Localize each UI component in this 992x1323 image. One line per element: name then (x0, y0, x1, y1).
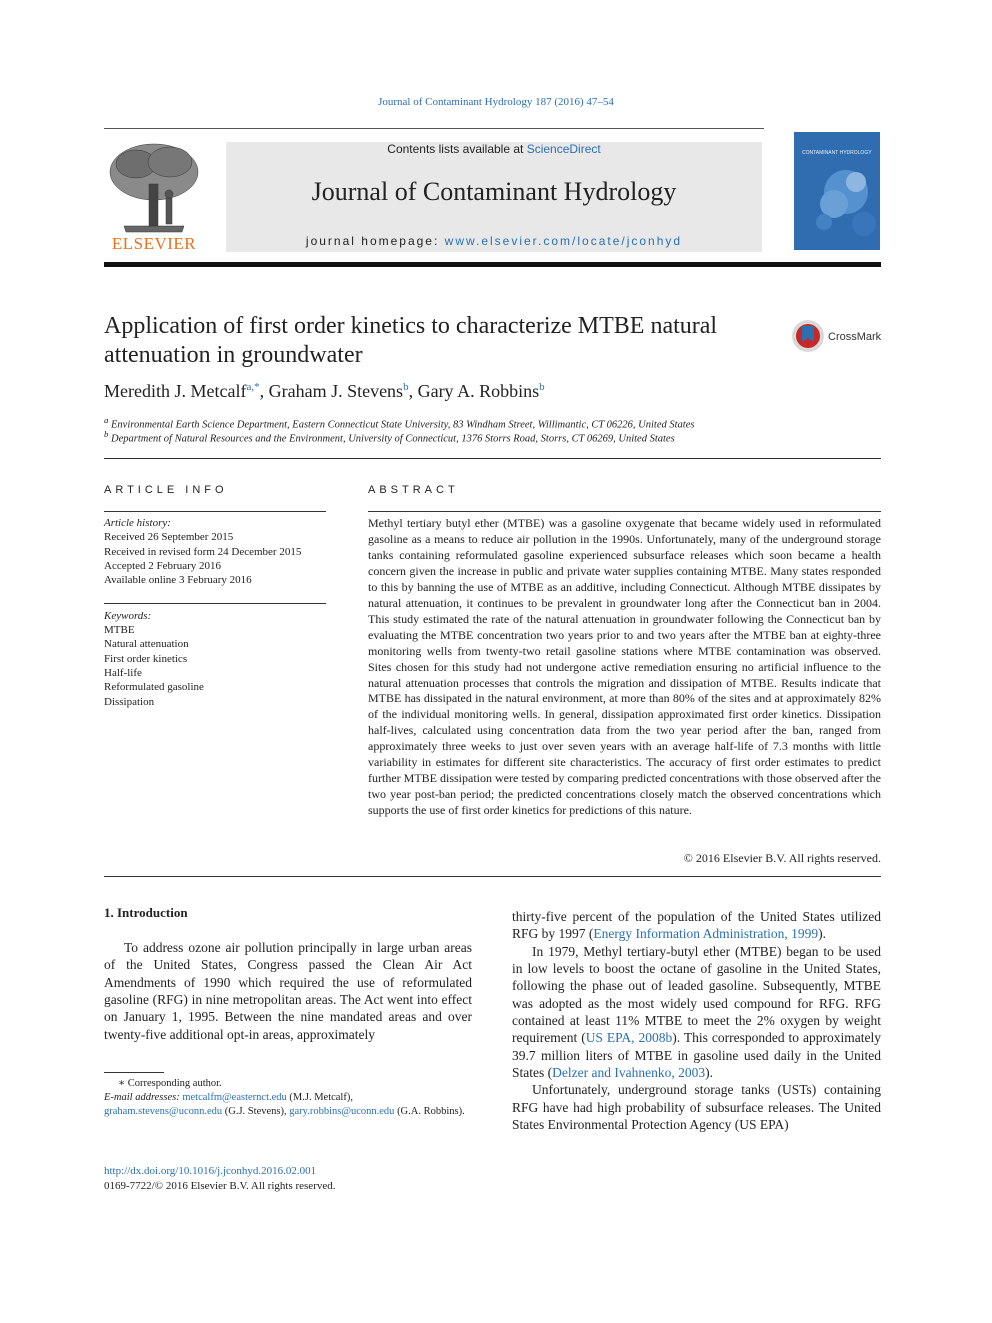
citation-link[interactable]: US EPA, 2008b (585, 1030, 673, 1046)
affiliation-divider (104, 458, 881, 459)
abstract-heading: ABSTRACT (368, 484, 459, 496)
citation-link[interactable]: Delzer and Ivahnenko, 2003 (552, 1065, 706, 1081)
keyword: Reformulated gasoline (104, 681, 204, 693)
author-affiliation-mark[interactable]: b (403, 381, 409, 393)
email-label: E-mail addresses: (104, 1092, 183, 1103)
paragraph-text: ). (818, 926, 826, 942)
abstract-divider (368, 511, 881, 512)
history-accepted: Accepted 2 February 2016 (104, 560, 221, 572)
journal-cover-thumbnail[interactable] (794, 132, 880, 250)
footnotes (104, 1077, 472, 1119)
crossmark-button[interactable] (792, 318, 882, 354)
author-affiliation-mark[interactable]: a,* (246, 381, 260, 393)
doi-link[interactable]: http://dx.doi.org/10.1016/j.jconhyd.2016.02.001 (104, 1165, 317, 1177)
history-revised: Received in revised form 24 December 2015 (104, 546, 302, 558)
article-history-label: Article history: (104, 517, 171, 529)
paragraph-text: ). This corresponded to approximately 39.7 million liters of MTBE in gasoline used daily in the United States ( (512, 1030, 881, 1081)
keyword: Dissipation (104, 696, 155, 708)
body-divider (104, 876, 881, 877)
affiliation-text: Department of Natural Resources and the Environment, University of Connecticut, 1376 Storrs Road, Storrs, CT 06269, United States (111, 433, 675, 445)
author-separator: , (259, 381, 269, 401)
cover-title-text: CONTAMINANT HYDROLOGY (802, 150, 872, 156)
intro-paragraph: Unfortunately, underground storage tanks (USTs) containing RFG have had high probability of subsurface releases. The United States Environmental Protection Agency (US EPA) (512, 1082, 881, 1133)
article-info-divider (104, 511, 326, 512)
intro-paragraph: To address ozone air pollution principally in large urban areas of the United States, Congress passed the Clean Air Act Amendments of 1990 which required the use of reformulated gasoline (RFG) in nine metropolitan areas. The Act went into effect on January 1, 1995. Between the nine mandated areas and over twenty-five additional opt-in areas, approximately (104, 940, 472, 1042)
journal-homepage-line (226, 234, 762, 248)
homepage-prefix: journal homepage: (305, 234, 445, 248)
footnote-text: Corresponding author. (127, 1078, 222, 1089)
header-divider (104, 128, 764, 129)
introduction-heading: 1. Introduction (104, 905, 188, 920)
article-title: Application of first order kinetics to characterize MTBE natural attenuation in groundwater (104, 313, 718, 368)
author-separator: , (408, 381, 418, 401)
intro-paragraph (512, 908, 881, 943)
journal-homepage-link[interactable]: www.elsevier.com/locate/jconhyd (444, 234, 683, 248)
affiliation-mark: b (104, 429, 109, 439)
keyword: Half-life (104, 667, 142, 679)
affiliation-b (104, 429, 675, 445)
keyword: First order kinetics (104, 653, 188, 665)
author-name[interactable]: Graham J. Stevens (268, 381, 404, 401)
contents-available-line (226, 142, 762, 156)
email-link[interactable]: metcalfm@easternct.edu (182, 1092, 287, 1103)
keywords-label: Keywords: (104, 610, 152, 622)
email-owner: (G.A. Robbins). (394, 1106, 465, 1117)
history-received: Received 26 September 2015 (104, 531, 234, 543)
author-name[interactable]: Meredith J. Metcalf (104, 381, 247, 401)
keywords-divider (104, 603, 326, 604)
history-online: Available online 3 February 2016 (104, 574, 252, 586)
contents-prefix: Contents lists available at (387, 142, 527, 156)
email-owner: (M.J. Metcalf), (286, 1092, 353, 1103)
abstract-text: Methyl tertiary butyl ether (MTBE) was a gasoline oxygenate that became widely used in reformulated gasoline as a means to reduce air pollution in the 1990s. Unfortunately, many of the underground storage tanks containing reformulated gasoline experienced subsurface releases which soon became a health concern given the increase in public and private water supplies containing MTBE. Many states responded to this by banning the use of MTBE as an additive, including Connecticut. Although MTBE dissipates by natural attenuation, it continues to be prevalent in groundwater long after the Connecticut ban in 2004. This study estimated the rate of the natural attenuation in groundwater following the Connecticut ban by evaluating the MTBE concentration two years prior to and two years after the MTBE ban at eighty-three monitoring wells from twenty-two retail gasoline stations where MTBE contamination was observed. Sites chosen for this study had not undergone active remediation ensuring no artificial influence to the natural attenuation processes that controls the migration and dissipation of MTBE. Results indicate that MTBE has dissipated in the natural environment, at more than 80% of the sites and at approximately 82% of the individual monitoring wells. In general, dissipation approximated first order kinetics. Dissipation half-lives, calculated using concentration data from the two year period after the ban, ranged from approximately three weeks to just over seven years with an average half-life of 7.3 months with little variability in estimates for different site characteristics. The accuracy of first order estimates to predict further MTBE dissipation were tested by comparing predicted concentrations with those observed after the two year post-ban period; the predicted concentrations closely match the observed concentrations which supports the use of first order kinetics for predictions of this nature. (368, 516, 881, 818)
abstract-copyright: © 2016 Elsevier B.V. All rights reserved. (683, 851, 881, 865)
paragraph-text: thirty-five percent of the population of the United States utilized RFG by 1997 ( (512, 909, 881, 942)
corresponding-author-note: ∗ Corresponding author. (118, 1078, 222, 1089)
email-addresses-note (104, 1091, 472, 1119)
body-column-right (512, 908, 881, 1133)
author-name[interactable]: Gary A. Robbins (417, 381, 540, 401)
email-link[interactable]: gary.robbins@uconn.edu (289, 1106, 395, 1117)
issn-copyright: 0169-7722/© 2016 Elsevier B.V. All rights reserved. (104, 1180, 336, 1192)
citation-link[interactable]: Energy Information Administration, 1999 (593, 926, 819, 942)
footnote-divider (104, 1072, 164, 1073)
keyword: Natural attenuation (104, 638, 189, 650)
crossmark-label: CrossMark (828, 331, 882, 343)
author-list (104, 381, 545, 402)
email-owner: (G.J. Stevens), (222, 1106, 290, 1117)
journal-title: Journal of Contaminant Hydrology (311, 177, 677, 206)
keyword: MTBE (104, 624, 135, 636)
journal-citation-link[interactable]: Journal of Contaminant Hydrology 187 (2016) 47–54 (378, 96, 614, 108)
author-affiliation-mark[interactable]: b (539, 381, 545, 393)
article-info-heading: ARTICLE INFO (104, 484, 228, 496)
affiliation-text: Environmental Earth Science Department, Eastern Connecticut State University, 83 Windham Street, Willimantic, CT 06226, United States (111, 419, 695, 431)
affiliation-mark: a (104, 415, 109, 425)
body-column-left (104, 939, 472, 1043)
intro-paragraph (512, 943, 881, 1082)
email-link[interactable]: graham.stevens@uconn.edu (104, 1106, 223, 1117)
paragraph-text: ). (705, 1065, 713, 1081)
elsevier-wordmark: ELSEVIER (111, 234, 197, 253)
header-thick-rule (104, 262, 881, 267)
sciencedirect-link[interactable]: ScienceDirect (526, 142, 601, 156)
paragraph-text: In 1979, Methyl tertiary-butyl ether (MTBE) began to be used in low levels to boost the octane of gasoline in the United States, following the phase out of leaded gasoline. Subsequently, MTBE was adopted as the most widely used compound for RFG. RFG contained at least 11% MTBE to meet the 2% oxygen by weight requirement ( (512, 943, 881, 1046)
